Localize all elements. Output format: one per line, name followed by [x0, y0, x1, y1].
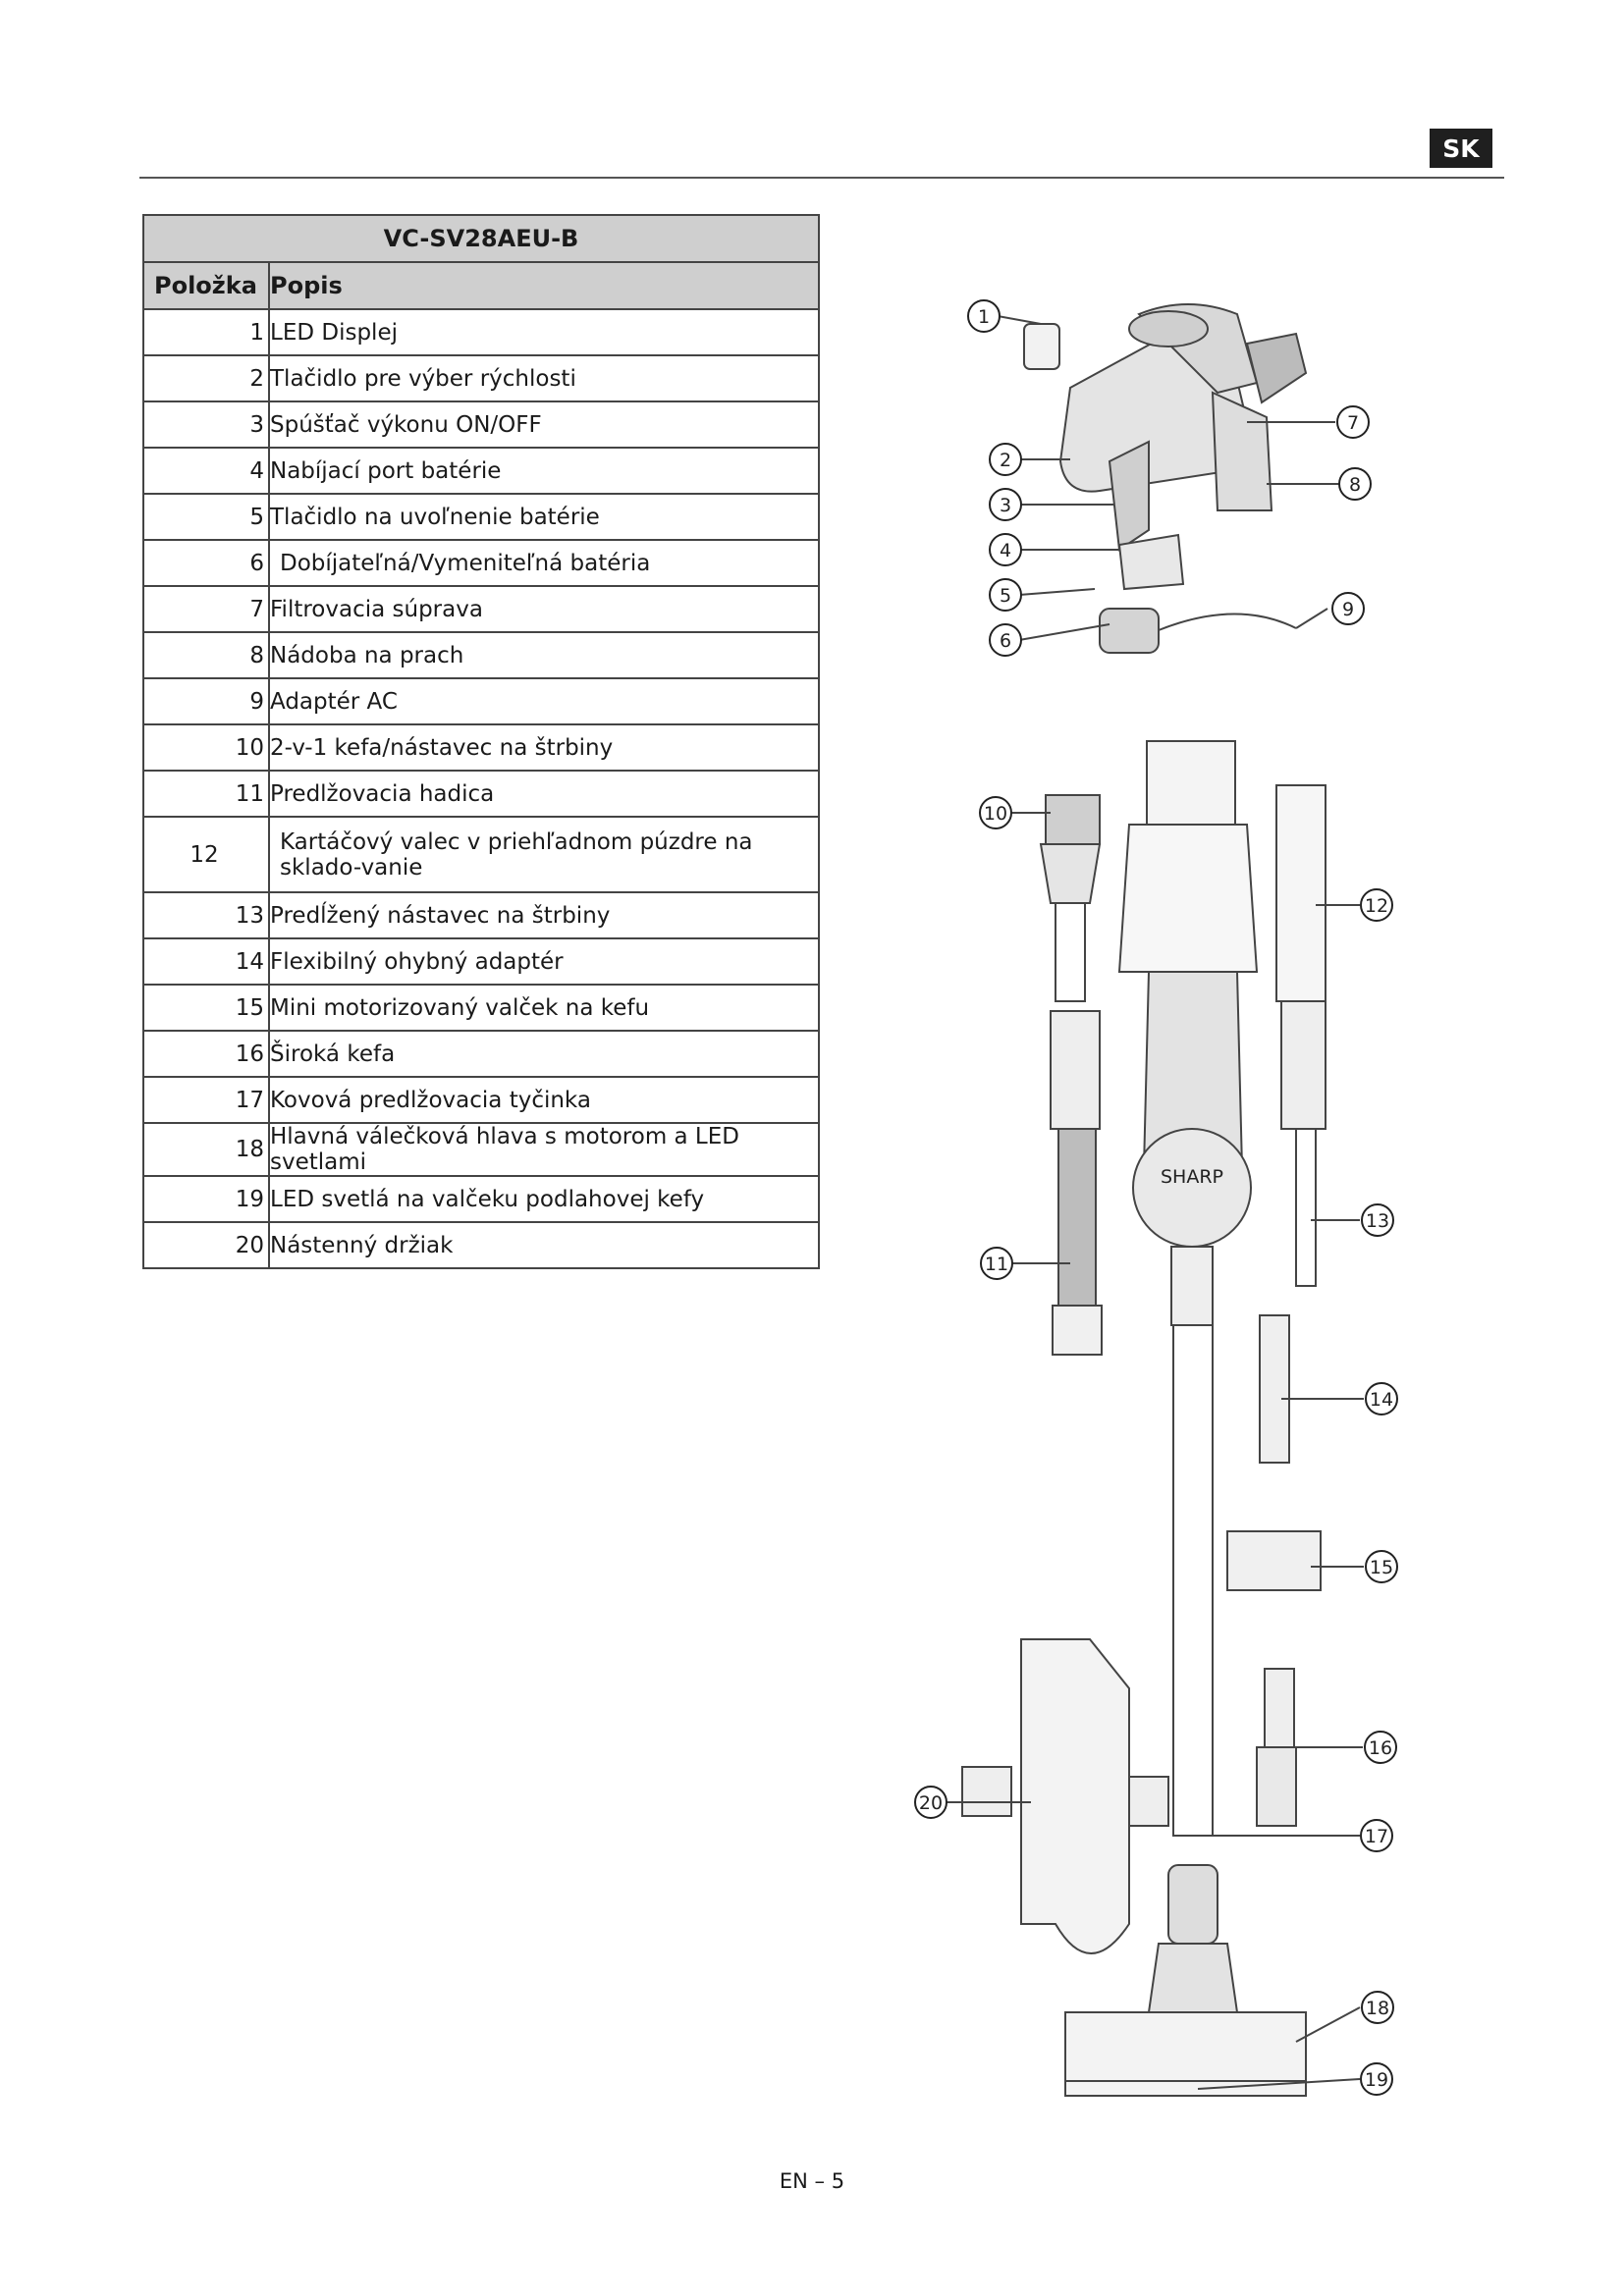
- col-item-header: Položka: [143, 262, 269, 309]
- callout-label: 6: [999, 630, 1012, 652]
- item-number: 16: [143, 1031, 269, 1077]
- callout-label: 9: [1341, 599, 1355, 620]
- accessories-drawing: [962, 741, 1326, 1953]
- callout-label: 7: [1346, 412, 1360, 434]
- item-number: 2: [143, 355, 269, 401]
- item-description: Nástenný držiak: [269, 1222, 819, 1268]
- item-description: Kartáčový valec v priehľadnom púzdre na sklado-vanie: [269, 817, 819, 892]
- callout-label: 11: [984, 1254, 1009, 1275]
- item-description: 2-v-1 kefa/nástavec na štrbiny: [269, 724, 819, 771]
- item-description: Predĺžený nástavec na štrbiny: [269, 892, 819, 938]
- callout-label: 8: [1348, 474, 1362, 496]
- item-description: Nabíjací port batérie: [269, 448, 819, 494]
- item-number: 3: [143, 401, 269, 448]
- model-title: VC-SV28AEU-B: [143, 215, 819, 262]
- item-number: 19: [143, 1176, 269, 1222]
- handheld-unit-drawing: [1024, 304, 1306, 653]
- item-number: 8: [143, 632, 269, 678]
- item-description: Adaptér AC: [269, 678, 819, 724]
- item-number: 9: [143, 678, 269, 724]
- item-description: Spúšťač výkonu ON/OFF: [269, 401, 819, 448]
- callout-label: 3: [999, 495, 1012, 516]
- callout-label: 1: [977, 306, 991, 328]
- item-description: Kovová predlžovacia tyčinka: [269, 1077, 819, 1123]
- callout-label: 4: [999, 540, 1012, 561]
- item-number: 18: [143, 1123, 269, 1176]
- col-desc-header: Popis: [269, 262, 819, 309]
- item-description: Tlačidlo na uvoľnenie batérie: [269, 494, 819, 540]
- item-description: Flexibilný ohybný adaptér: [269, 938, 819, 985]
- item-number: 6: [143, 540, 269, 586]
- item-number: 11: [143, 771, 269, 817]
- callout-label: 16: [1368, 1737, 1393, 1759]
- callout-label: 14: [1369, 1389, 1394, 1411]
- item-description: Hlavná válečková hlava s motorom a LED svetlami: [269, 1123, 819, 1176]
- callout-label: 13: [1365, 1210, 1390, 1232]
- item-number: 12: [143, 817, 269, 892]
- item-description: Tlačidlo pre výber rýchlosti: [269, 355, 819, 401]
- brand-mark: SHARP: [1160, 1166, 1224, 1188]
- item-number: 20: [143, 1222, 269, 1268]
- language-badge: SK: [1430, 129, 1492, 168]
- callout-label: 17: [1364, 1826, 1389, 1847]
- callout-label: 10: [983, 803, 1008, 825]
- item-number: 4: [143, 448, 269, 494]
- callout-label: 19: [1364, 2069, 1389, 2091]
- item-description: LED svetlá na valčeku podlahovej kefy: [269, 1176, 819, 1222]
- item-number: 17: [143, 1077, 269, 1123]
- item-number: 7: [143, 586, 269, 632]
- callout-label: 20: [918, 1792, 944, 1814]
- item-number: 5: [143, 494, 269, 540]
- item-description: Široká kefa: [269, 1031, 819, 1077]
- item-number: 13: [143, 892, 269, 938]
- item-description: Dobíjateľná/Vymeniteľná batéria: [269, 540, 819, 586]
- item-description: Mini motorizovaný valček na kefu: [269, 985, 819, 1031]
- callout-label: 12: [1364, 895, 1389, 917]
- item-description: Nádoba na prach: [269, 632, 819, 678]
- item-description: Filtrovacia súprava: [269, 586, 819, 632]
- callout-label: 18: [1365, 1998, 1390, 2019]
- page-number: EN – 5: [779, 2169, 845, 2193]
- callout-label: 15: [1369, 1557, 1394, 1578]
- callout-label: 5: [999, 585, 1012, 607]
- item-number: 1: [143, 309, 269, 355]
- item-number: 10: [143, 724, 269, 771]
- callout-label: 2: [999, 450, 1012, 471]
- item-description: LED Displej: [269, 309, 819, 355]
- item-number: 15: [143, 985, 269, 1031]
- item-number: 14: [143, 938, 269, 985]
- item-description: Predlžovacia hadica: [269, 771, 819, 817]
